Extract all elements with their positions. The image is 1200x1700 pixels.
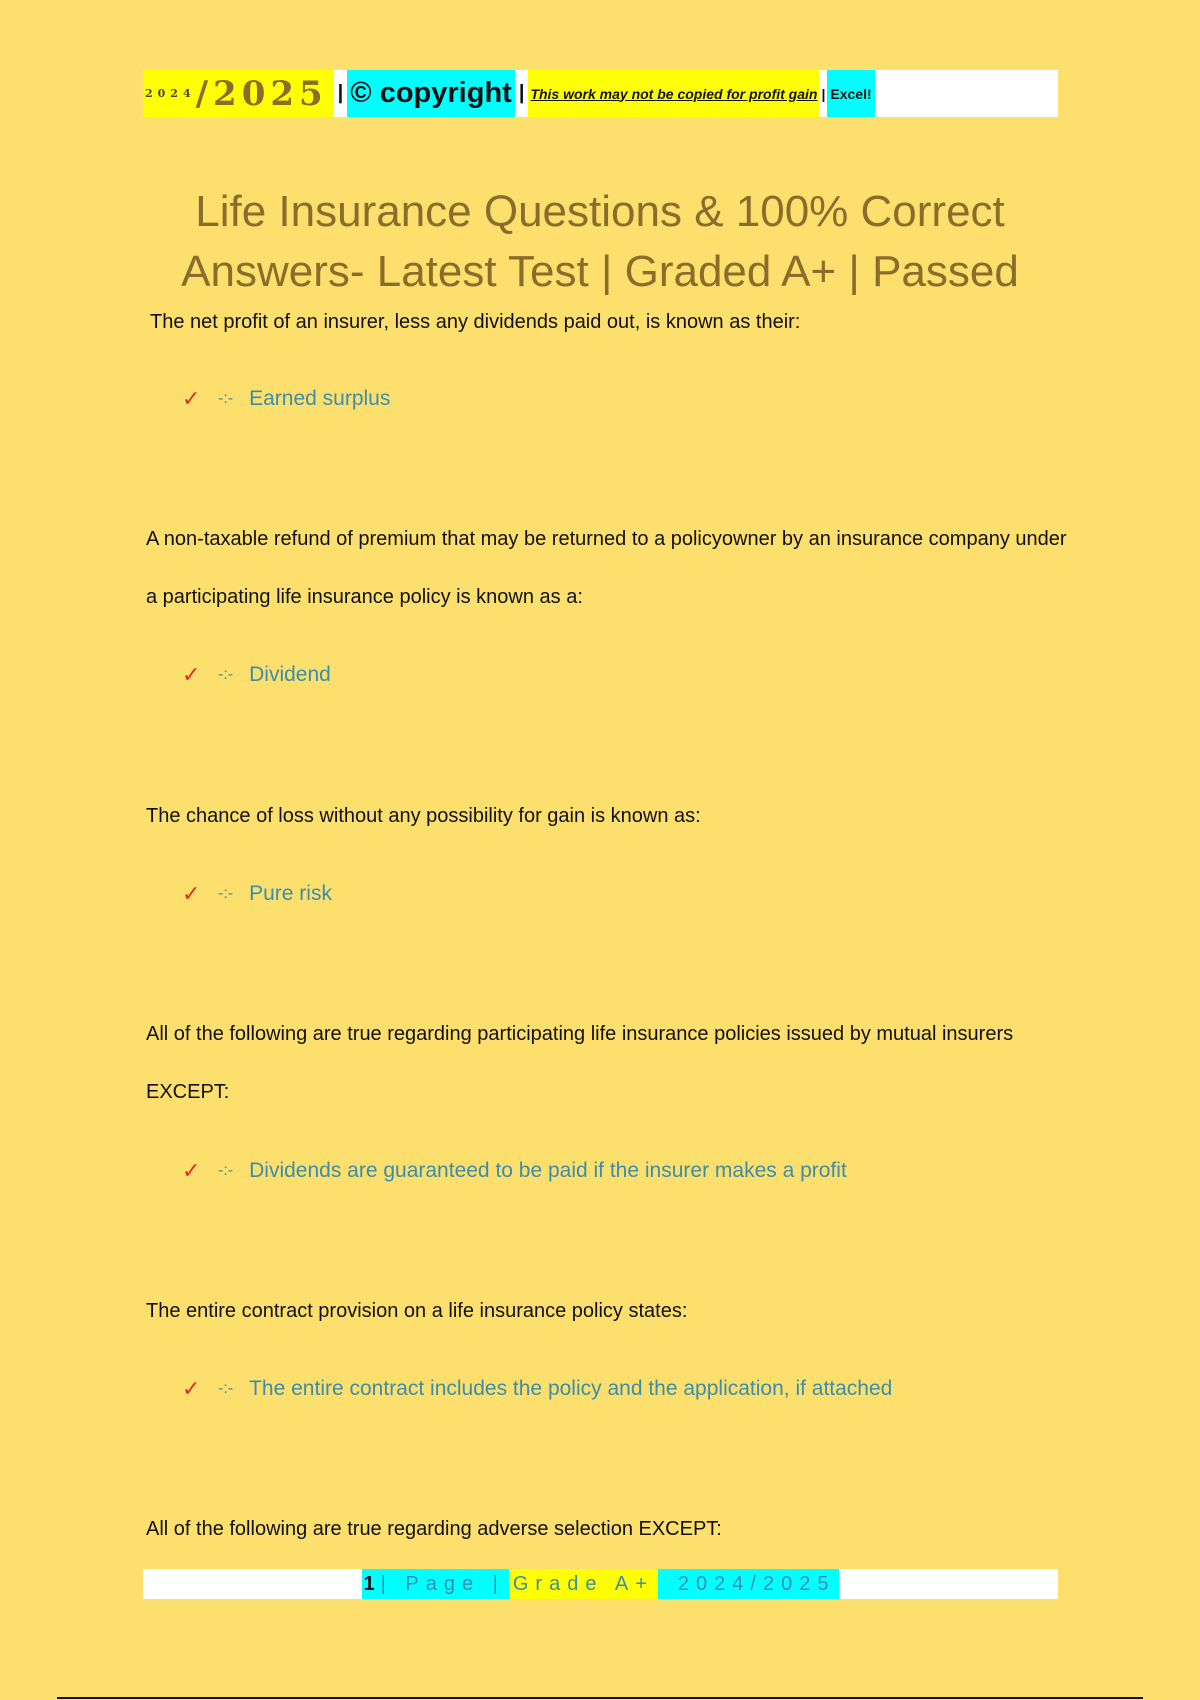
answer-text: Dividend (249, 663, 331, 686)
page-number: 1 (362, 1569, 377, 1599)
answer-prefix: -:- (218, 1380, 234, 1397)
check-icon: ✓ (182, 1376, 201, 1401)
header-separator: | (518, 82, 525, 104)
page-bottom-rule (57, 1697, 1143, 1699)
header-copy-notice: This work may not be copied for profit gain (528, 70, 819, 117)
header-excel: Excel! (827, 70, 874, 117)
footer-banner (143, 1569, 1058, 1599)
footer-year: 2024/2025 (658, 1569, 840, 1599)
answer-item (182, 386, 390, 412)
answer-prefix: -:- (218, 666, 234, 683)
page-label: | Page | (377, 1569, 509, 1599)
answer-text: Dividends are guaranteed to be paid if the insurer makes a profit (249, 1159, 847, 1182)
answer-prefix: -:- (218, 1162, 234, 1179)
check-icon: ✓ (182, 386, 201, 411)
question-text: The chance of loss without any possibility for gain is known as: (146, 805, 701, 827)
answer-item (182, 662, 331, 688)
answer-item (182, 881, 332, 907)
header-separator: | (821, 85, 826, 102)
check-icon: ✓ (182, 881, 201, 906)
title-line-2: Answers- Latest Test | Graded A+ | Passed (181, 247, 1019, 296)
question-text: The entire contract provision on a life insurance policy states: (146, 1300, 688, 1322)
check-icon: ✓ (182, 1158, 201, 1183)
answer-item (182, 1376, 892, 1402)
document-title (100, 182, 1100, 302)
answer-text: The entire contract includes the policy and the application, if attached (249, 1377, 893, 1400)
question-text: A non-taxable refund of premium that may be returned to a policyowner by an insurance company under a participating life insurance policy is known as a: (146, 528, 1067, 608)
footer-grade: Grade A+ (509, 1569, 658, 1599)
header-separator: | (337, 82, 344, 104)
question-text: All of the following are true regarding participating life insurance policies issued by mutual insurers EXCEPT: (146, 1023, 1014, 1103)
question-text: The net profit of an insurer, less any dividends paid out, is known as their: (150, 311, 801, 333)
header-year (143, 70, 334, 117)
answer-text: Earned surplus (249, 387, 391, 410)
answer-prefix: -:- (218, 390, 234, 407)
answer-item (182, 1158, 847, 1184)
question-text: All of the following are true regarding adverse selection EXCEPT: (146, 1518, 722, 1540)
header-copyright: © copyright (347, 70, 515, 117)
title-line-1: Life Insurance Questions & 100% Correct (195, 187, 1005, 236)
header-year-big: /2025 (195, 73, 328, 114)
check-icon: ✓ (182, 662, 201, 687)
answer-text: Pure risk (249, 882, 332, 905)
answer-prefix: -:- (218, 885, 234, 902)
header-year-small: 2024 (145, 87, 196, 100)
header-banner (143, 70, 1058, 117)
